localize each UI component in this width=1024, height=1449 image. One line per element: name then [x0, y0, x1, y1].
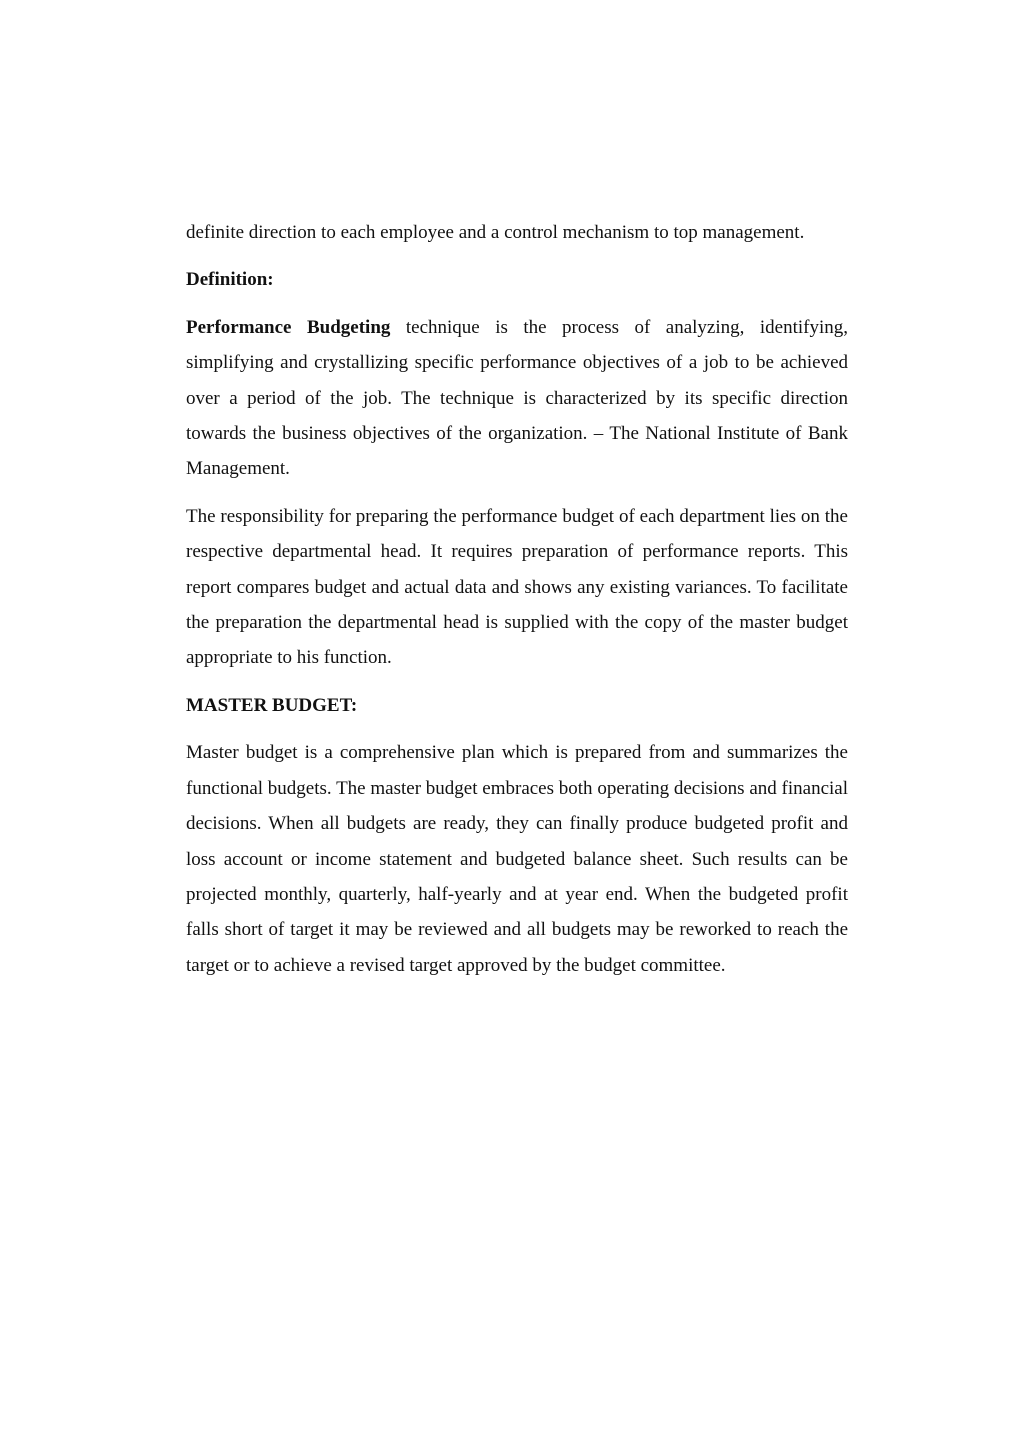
responsibility-paragraph: The responsibility for preparing the performance budget of each department lies on the respective departmental head. It requires preparation of performance reports. This report compares budget and actual data and shows any existing variances. To facilitate the preparation the departmental head is supplied with the copy of the master budget appropriate to his function. — [186, 505, 848, 669]
definition-paragraph — [186, 310, 848, 487]
intro-continued-paragraph: definite direction to each employee and a control mechanism to top management. — [186, 222, 805, 243]
master-budget-paragraph: Master budget is a comprehensive plan which is prepared from and summarizes the functional budgets. The master budget embraces both operating decisions and financial decisions. When all budgets are ready, they can finally produce budgeted profit and loss account or income statement and budgeted balance sheet. Such results can be projected monthly, quarterly, half-yearly and at year end. When the budgeted profit falls short of target it may be reviewed and all budgets may be reworked to reach the target or to achieve a revised target approved by the budget committee. — [186, 742, 848, 976]
definition-lead-term: Performance Budgeting — [186, 316, 391, 338]
definition-text: technique is the process of analyzing, identifying, simplifying and crystallizing specific performance objectives of a job to be achieved over a period of the job. The technique is characterized by its specific direction towards the business objectives of the organization. – The National Institute of Bank Management. — [186, 316, 848, 480]
page-body — [186, 215, 848, 995]
definition-heading: Definition: — [186, 269, 274, 291]
master-budget-heading: MASTER BUDGET: — [186, 694, 358, 716]
